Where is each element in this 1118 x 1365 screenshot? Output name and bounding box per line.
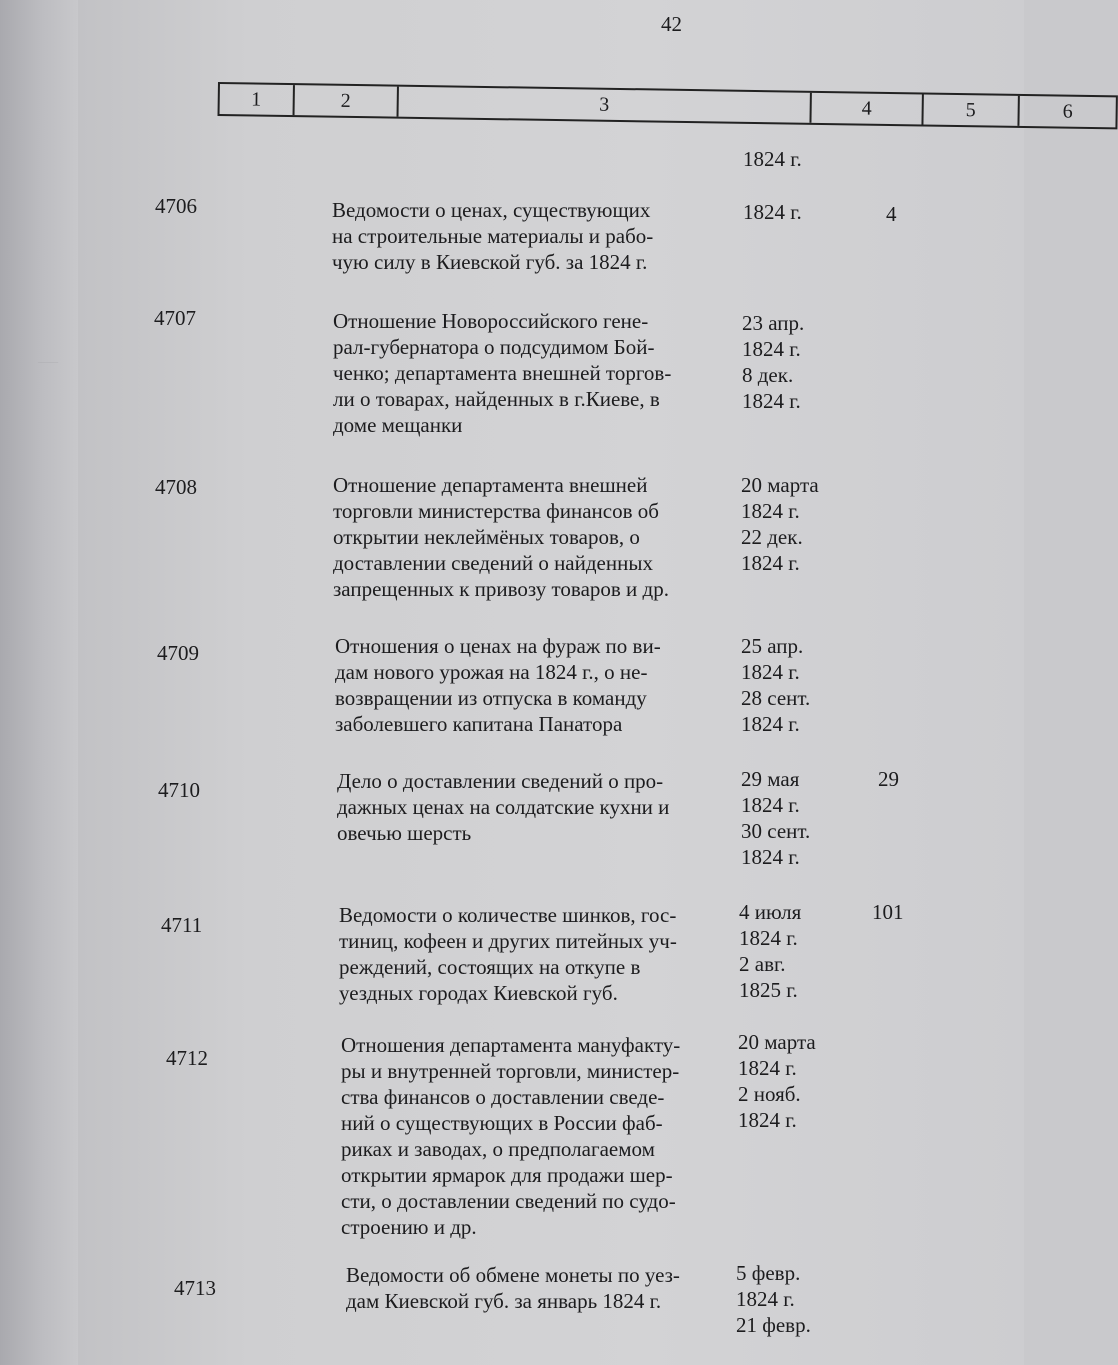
record-number: 4711	[161, 913, 203, 937]
description-line: Ведомости о количестве шинков, гос-	[339, 903, 677, 927]
date-line: 8 дек.	[742, 363, 794, 387]
date-line: 5 февр.	[736, 1261, 801, 1285]
date-line: 20 марта	[738, 1030, 816, 1054]
description-line: открытии неклеймёных товаров, о	[333, 525, 640, 549]
record-description	[341, 1032, 680, 1240]
date-line: 1824 г.	[741, 793, 800, 817]
record-number: 4709	[157, 641, 199, 665]
description-line: Дело о доставлении сведений о про-	[337, 769, 664, 793]
record-number: 4712	[166, 1046, 208, 1070]
record-number: 4708	[155, 475, 197, 499]
description-line: доме мещанки	[333, 413, 463, 437]
record-description	[333, 472, 669, 602]
description-line: запрещенных к привозу товаров и др.	[333, 577, 669, 601]
record-number: 4707	[154, 306, 196, 330]
description-line: возвращении из отпуска в команду	[335, 686, 647, 710]
description-line: на строительные материалы и рабо-	[332, 224, 654, 248]
page-number: 42	[661, 12, 682, 36]
date-line: 1824 г.	[736, 1287, 795, 1311]
record-description	[346, 1262, 680, 1314]
record-dates	[739, 899, 801, 1003]
header-col-5: 5	[923, 94, 1019, 125]
date-line: 21 февр.	[736, 1313, 811, 1337]
continuation-date: 1824 г.	[743, 147, 802, 171]
date-line: 25 апр.	[741, 634, 804, 658]
description-line: Отношения о ценах на фураж по ви-	[335, 634, 661, 658]
description-line: заболевшего капитана Панатора	[335, 712, 623, 736]
header-col-4: 4	[811, 93, 923, 125]
description-line: торговли министерства финансов об	[333, 499, 659, 523]
date-line: 1824 г.	[742, 337, 801, 361]
bleed-through-mark: —	[38, 350, 58, 372]
record-description	[332, 197, 653, 275]
description-line: ры и внутренней торговли, министер-	[341, 1059, 680, 1083]
description-line: Ведомости о ценах, существующих	[332, 198, 651, 222]
description-line: Отношение Новороссийского гене-	[333, 309, 649, 333]
record-description	[335, 633, 661, 737]
description-line: дам нового урожая на 1824 г., о не-	[335, 660, 648, 684]
date-line: 22 дек.	[741, 525, 803, 549]
record-col5: 101	[872, 900, 904, 924]
description-line: Отношения департамента мануфакту-	[341, 1033, 681, 1057]
record-number: 4713	[174, 1276, 216, 1300]
description-line: ченко; департамента внешней торгов-	[333, 361, 672, 385]
record-dates	[742, 310, 804, 414]
record-description	[337, 768, 669, 846]
record-description	[333, 308, 671, 438]
date-line: 23 апр.	[742, 311, 805, 335]
record-col5: 29	[878, 767, 899, 791]
record-col5: 4	[886, 202, 897, 226]
record-description	[339, 902, 677, 1006]
date-line: 20 марта	[741, 473, 819, 497]
record-dates	[736, 1260, 811, 1338]
description-line: сти, о доставлении сведений по судо-	[341, 1189, 676, 1213]
description-line: дажных ценах на солдатские кухни и	[337, 795, 670, 819]
book-spine-shadow	[0, 0, 78, 1365]
description-line: риках и заводах, о предполагаемом	[341, 1137, 655, 1161]
date-line: 28 сент.	[741, 686, 811, 710]
date-line: 1824 г.	[741, 845, 800, 869]
document-page	[38, 0, 1073, 1365]
record-dates	[743, 199, 802, 225]
record-dates	[741, 472, 819, 576]
description-line: ли о товарах, найденных в г.Киеве, в	[333, 387, 660, 411]
date-line: 1824 г.	[741, 712, 800, 736]
date-line: 1824 г.	[741, 660, 800, 684]
date-line: 1824 г.	[738, 1056, 797, 1080]
description-line: тиниц, кофеен и других питейных уч-	[339, 929, 677, 953]
date-line: 2 авг.	[739, 952, 786, 976]
date-line: 29 мая	[741, 767, 800, 791]
date-line: 1824 г.	[743, 200, 802, 224]
description-line: уездных городах Киевской губ.	[339, 981, 618, 1005]
description-line: Ведомости об обмене монеты по уез-	[346, 1263, 680, 1287]
date-line: 1825 г.	[739, 978, 798, 1002]
description-line: строению и др.	[341, 1215, 477, 1239]
record-dates	[738, 1029, 816, 1133]
description-line: ства финансов о доставлении сведе-	[341, 1085, 665, 1109]
date-line: 1824 г.	[741, 551, 800, 575]
header-col-1: 1	[220, 84, 295, 115]
description-line: чую силу в Киевской губ. за 1824 г.	[332, 250, 648, 274]
description-line: реждений, состоящих на откупе в	[339, 955, 641, 979]
record-number: 4710	[158, 778, 200, 802]
description-line: рал-губернатора о подсудимом Бой-	[333, 335, 655, 359]
header-col-3: 3	[399, 87, 812, 123]
header-col-6: 6	[1062, 100, 1073, 123]
description-line: доставлении сведений о найденных	[333, 551, 653, 575]
record-dates	[741, 633, 810, 737]
date-line: 1824 г.	[739, 926, 798, 950]
record-dates	[741, 766, 810, 870]
date-line: 30 сент.	[741, 819, 811, 843]
description-line: ний о существующих в России фаб-	[341, 1111, 663, 1135]
description-line: Отношение департамента внешней	[333, 473, 648, 497]
description-line: дам Киевской губ. за январь 1824 г.	[346, 1289, 662, 1313]
date-line: 4 июля	[739, 900, 802, 924]
column-header-table	[217, 82, 1117, 129]
record-number: 4706	[155, 194, 197, 218]
header-col-2: 2	[295, 85, 399, 117]
description-line: открытии ярмарок для продажи шер-	[341, 1163, 673, 1187]
date-line: 2 нояб.	[738, 1082, 801, 1106]
date-line: 1824 г.	[742, 389, 801, 413]
description-line: овечью шерсть	[337, 821, 472, 845]
date-line: 1824 г.	[741, 499, 800, 523]
date-line: 1824 г.	[738, 1108, 797, 1132]
